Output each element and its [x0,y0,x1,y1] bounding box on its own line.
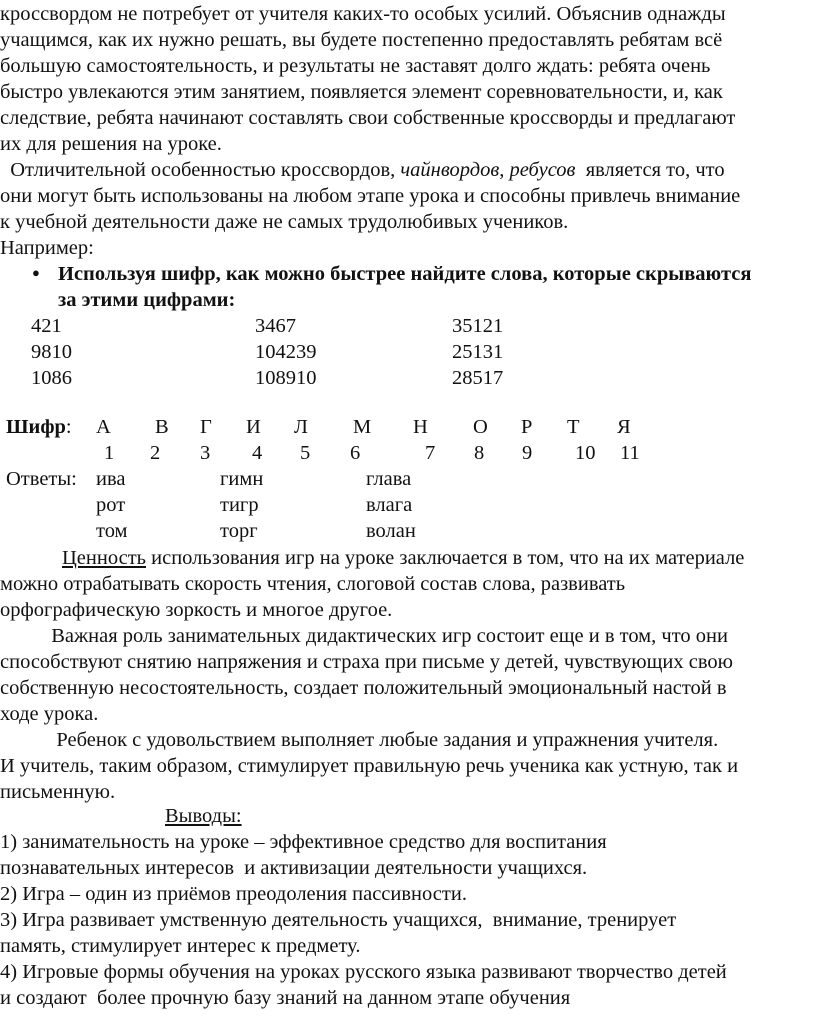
cipher-letter: М [353,416,372,438]
conclusion-line: память, стимулирует интерес к предмету. [0,935,361,957]
cipher-digit: 1 [104,442,115,464]
paragraph-line [62,545,744,571]
cipher-digit: 2 [150,442,161,464]
cipher-letter: А [96,416,111,438]
paragraph-line: орфографическую зоркость и многое другое. [0,599,393,621]
answer-word: рот [96,494,126,516]
number-cell: 25131 [452,341,504,363]
paragraph-line: И учитель, таким образом, стимулирует правильную речь ученика как устную, так и [0,755,739,777]
cipher-label: Шифр: [6,416,72,438]
number-cell: 104239 [255,341,317,363]
number-cell: 35121 [452,315,504,337]
conclusion-line: 1) занимательность на уроке – эффективное средство для воспитания [0,831,607,853]
paragraph-line: письменную. [0,781,116,803]
cipher-digit: 4 [252,442,263,464]
paragraph-line: можно отрабатывать скорость чтения, слоговой состав слова, развивать [0,573,626,595]
cipher-letter: Л [294,416,308,438]
paragraph-line: они могут быть использованы на любом этапе урока и способны привлечь внимание [0,185,741,207]
conclusion-line: 3) Игра развивает умственную деятельность учащихся, внимание, тренирует [0,909,677,931]
example-label: Например: [0,237,94,259]
paragraph-line: кроссвордом не потребует от учителя каких-то особых усилий. Объяснив однажды [0,3,726,25]
paragraph-line: большую самостоятельность, и результаты не заставят долго ждать: ребята очень [0,55,711,77]
cipher-letter: Я [617,416,631,438]
number-cell: 3467 [255,315,296,337]
conclusions-title: Выводы: [165,805,242,827]
paragraph-line: их для решения на уроке. [0,133,222,155]
cipher-letter: Г [200,416,212,438]
italic-term: чайнвордов, ребусов [400,159,576,181]
cipher-digit: 3 [200,442,211,464]
cipher-digit: 7 [425,442,436,464]
answer-word: тигр [220,494,259,516]
paragraph-line: способствуют снятию напряжения и страха при письме у детей, чувствующих свою [0,651,733,673]
answer-word: волан [366,520,416,542]
answer-word: гимн [220,468,264,490]
conclusion-line: 4) Игровые формы обучения на уроках русского языка развивают творчество детей [0,961,727,983]
cipher-digit: 5 [300,442,311,464]
answer-word: ива [96,468,126,490]
number-cell: 108910 [255,367,317,389]
task-line: за этими цифрами: [58,289,236,311]
paragraph-line: учащимся, как их нужно решать, вы будете постепенно предоставлять ребятам всё [0,29,723,51]
paragraph-line [0,157,725,183]
paragraph-line: ходе урока. [0,703,99,725]
number-cell: 28517 [452,367,504,389]
cipher-digit: 9 [522,442,533,464]
paragraph-line: собственную несостоятельность, создает положительный эмоциональный настой в [0,677,727,699]
cipher-letter: В [155,416,169,438]
number-cell: 421 [31,315,62,337]
answer-word: торг [220,520,258,542]
conclusion-line: познавательных интересов и активизации деятельности учащихся. [0,857,588,879]
text-run: Отличительной особенностью кроссвордов, [0,159,401,181]
conclusion-line: и создают более прочную базу знаний на данном этапе обучения [0,987,571,1009]
number-cell: 9810 [31,341,72,363]
text-run: является то, что [575,159,725,181]
cipher-digit: 6 [350,442,361,464]
cipher-letter: О [473,416,488,438]
cipher-digit: 11 [620,442,640,464]
answer-word: глава [366,468,412,490]
cipher-letter: Т [567,416,580,438]
cipher-digit: 10 [575,442,596,464]
paragraph-line: следствие, ребята начинают составлять свои собственные кроссворды и предлагают [0,107,736,129]
task-line: Используя шифр, как можно быстрее найдите слова, которые скрываются [58,263,752,285]
cipher-digit: 8 [474,442,485,464]
underlined-term: Ценность [62,547,147,569]
paragraph-line: Важная роль занимательных дидактических игр состоит еще и в том, что они [0,625,728,647]
bullet-icon: ● [32,265,40,280]
cipher-letter: Р [521,416,533,438]
conclusion-line: 2) Игра – один из приёмов преодоления пассивности. [0,883,467,905]
paragraph-line: быстро увлекаются этим занятием, появляется элемент соревновательности, и, как [0,81,723,103]
paragraph-line: Ребенок с удовольствием выполняет любые задания и упражнения учителя. [0,729,719,751]
number-cell: 1086 [31,367,72,389]
answer-word: влага [366,494,413,516]
paragraph-line: к учебной деятельности даже не самых трудолюбивых учеников. [0,211,569,233]
text-run: использования игр на уроке заключается в том, что на их материале [146,547,745,569]
answers-label: Ответы: [6,468,77,490]
answer-word: том [96,520,128,542]
cipher-letter: И [246,416,261,438]
cipher-letter: Н [413,416,428,438]
